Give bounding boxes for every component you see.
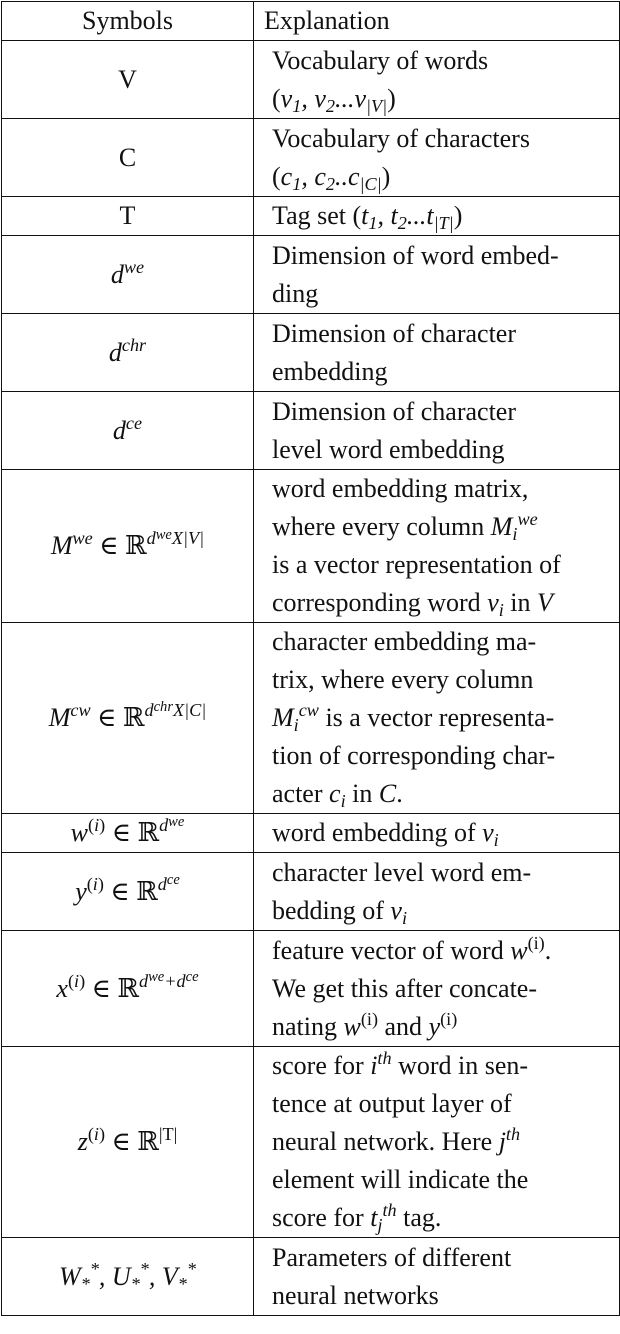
explanation-text: corresponding word <box>272 588 481 617</box>
explanation-cell <box>254 236 620 314</box>
explanation-text: Dimension of character <box>272 396 517 426</box>
math: $v_i$ <box>487 588 504 621</box>
explanation-cell <box>254 814 620 853</box>
math: $v_i$ <box>482 818 499 851</box>
explanation-text: level word embedding <box>272 434 505 464</box>
math: $M_i^{cw}$ <box>272 700 319 736</box>
table-row <box>2 314 620 392</box>
explanation-text: in <box>510 588 531 617</box>
explanation-text: tence at output layer of <box>272 1089 512 1118</box>
explanation-text: word in sen- <box>398 1051 529 1080</box>
symbol-math: $z^{(i)}$ ∈ ℝ$^{|T|}$ <box>77 1124 178 1157</box>
notation-table <box>1 1 620 1316</box>
math: C <box>378 779 397 808</box>
explanation-text: Vocabulary of characters <box>272 123 530 153</box>
table-row <box>2 392 620 470</box>
math: $j^{th}$ <box>498 1124 521 1156</box>
symbol-cell <box>2 931 254 1047</box>
explanation-text: score for <box>272 1203 364 1232</box>
explanation-text: tion of corresponding char- <box>272 741 556 770</box>
explanation-cell: character embedding ma- trix, where every column $M_i^{cw}$ is a vector representa- tion of corresponding char- acter $c_i$ in C. <box>254 623 620 814</box>
explanation-text: in <box>352 779 373 808</box>
explanation-text: Vocabulary of words <box>272 45 489 75</box>
header-symbols: Symbols <box>2 2 254 41</box>
explanation-text: neural network. Here <box>272 1127 493 1156</box>
table-row <box>2 853 620 931</box>
explanation-text: and <box>384 1011 423 1041</box>
table-row <box>2 1238 620 1316</box>
math: $w^{(i)}$ <box>510 932 545 965</box>
table-row <box>2 623 620 814</box>
explanation-text: trix, where every column <box>272 665 534 694</box>
symbol-text: T <box>119 201 136 230</box>
math: $v_i$ <box>390 895 408 928</box>
symbol-math: $d^{chr}$ <box>108 334 147 367</box>
explanation-cell <box>254 1238 620 1316</box>
symbol-cell <box>2 1238 254 1316</box>
explanation-text: character level word em- <box>272 857 532 887</box>
symbol-math: $x^{(i)}$ ∈ ℝ$^{d^{we}+d^{ce}}$ <box>56 969 199 1004</box>
table-row <box>2 470 620 623</box>
math: $i^{th}$ <box>370 1048 392 1080</box>
symbol-math: $y^{(i)}$ ∈ ℝ$^{d^{ce}}$ <box>75 872 180 907</box>
explanation-text: Dimension of character <box>272 318 517 348</box>
explanation-text: score for <box>272 1051 364 1080</box>
explanation-text: ding <box>272 278 319 308</box>
explanation-cell: feature vector of word $w^{(i)}$. We get this after concate- nating $w^{(i)}$ and $y^{(i)}$ <box>254 931 620 1047</box>
table-header-row <box>2 2 620 41</box>
explanation-text: acter <box>272 779 323 808</box>
math: $y^{(i)}$ <box>428 1008 458 1041</box>
symbol-text: V <box>118 64 137 94</box>
symbol-cell <box>2 623 254 814</box>
explanation-text: Parameters of different <box>272 1242 512 1272</box>
explanation-cell <box>254 1047 620 1238</box>
explanation-text: neural networks <box>272 1280 439 1310</box>
math: $t_j^{th}$ <box>370 1200 397 1236</box>
table-row <box>2 236 620 314</box>
math: $c_i$ <box>329 779 346 812</box>
math: $w^{(i)}$ <box>343 1008 379 1041</box>
symbol-text: C <box>118 142 137 172</box>
symbol-cell <box>2 119 254 197</box>
explanation-text: Dimension of word embed- <box>272 240 559 270</box>
symbol-cell <box>2 814 254 853</box>
table-row <box>2 814 620 853</box>
symbol-math: $d^{ce}$ <box>112 412 143 445</box>
symbol-math: $d^{we}$ <box>110 256 145 289</box>
explanation-text: element will indicate the <box>272 1165 529 1194</box>
symbol-cell <box>2 470 254 623</box>
explanation-cell <box>254 41 620 119</box>
explanation-cell <box>254 853 620 931</box>
math: ($t_1$, $t_2...t_{|T|}$) <box>352 201 463 234</box>
explanation-cell <box>254 392 620 470</box>
symbol-cell <box>2 853 254 931</box>
symbol-math: $M^{cw}$ ∈ ℝ$^{d^{chr}X|C|}$ <box>48 698 207 733</box>
symbol-cell <box>2 314 254 392</box>
symbol-cell <box>2 41 254 119</box>
explanation-text: word embedding matrix, <box>272 474 529 503</box>
explanation-text: is a vector representa- <box>325 703 555 732</box>
explanation-cell <box>254 119 620 197</box>
explanation-cell <box>254 470 620 623</box>
symbol-cell <box>2 236 254 314</box>
explanation-text: is a vector representation of <box>272 550 561 579</box>
table-row <box>2 1047 620 1238</box>
explanation-text: We get this after concate- <box>272 973 537 1003</box>
math: ($c_1$, $c_2..c_{|C|}$) <box>272 161 391 194</box>
math: ($v_1$, $v_2...v_{|V|}$) <box>272 83 396 116</box>
explanation-text: tag. <box>403 1203 442 1232</box>
explanation-text: embedding <box>272 356 388 386</box>
math: $M_i^{we}$ <box>490 509 538 545</box>
explanation-text: bedding of <box>272 895 384 925</box>
symbol-cell <box>2 392 254 470</box>
explanation-cell <box>254 314 620 392</box>
symbol-cell <box>2 197 254 236</box>
explanation-text: feature vector of word <box>272 935 504 965</box>
symbol-math: $w^{(i)}$ ∈ ℝ$^{d^{we}}$ <box>70 813 185 848</box>
table-row <box>2 41 620 119</box>
explanation-text: Tag set <box>272 201 346 230</box>
explanation-text: nating <box>272 1011 337 1041</box>
table-row <box>2 197 620 236</box>
header-explanation: Explanation <box>254 2 620 41</box>
table-row <box>2 119 620 197</box>
symbol-cell <box>2 1047 254 1238</box>
math: V <box>537 588 553 617</box>
symbol-math: $M^{we}$ ∈ ℝ$^{d^{we}X|V|}$ <box>50 526 205 561</box>
explanation-text: where every column <box>272 512 485 541</box>
explanation-text: word embedding of <box>272 818 476 847</box>
symbol-math: $W_*^*$, $U_*^*$, $V_*^*$ <box>59 1258 196 1294</box>
table-row <box>2 931 620 1047</box>
explanation-text: character embedding ma- <box>272 627 537 656</box>
explanation-cell <box>254 197 620 236</box>
